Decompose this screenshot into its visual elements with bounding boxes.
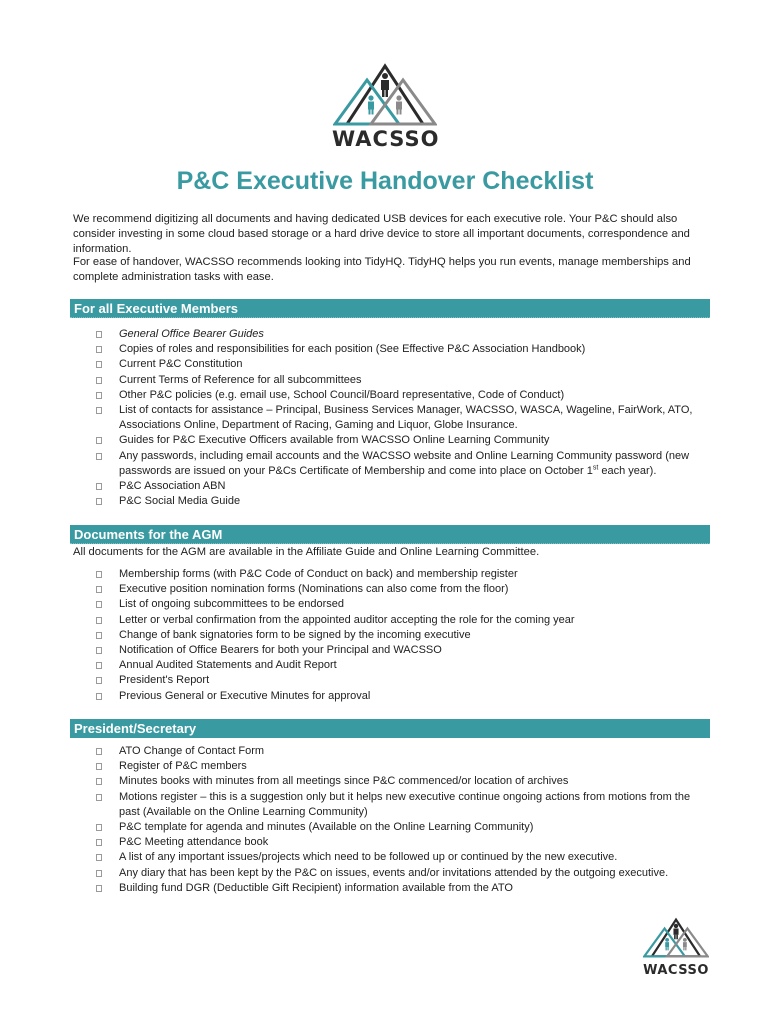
list-item: Previous General or Executive Minutes for approval	[96, 689, 696, 704]
section-note-agm: All documents for the AGM are available in the Affiliate Guide and Online Learning Committee.	[73, 546, 540, 558]
page-title: P&C Executive Handover Checklist	[176, 167, 594, 195]
list-item: Change of bank signatories form to be signed by the incoming executive	[96, 628, 696, 643]
superscript: st	[592, 464, 599, 472]
wacsso-footer-logo-mark	[643, 917, 709, 959]
checklist-agm	[96, 567, 696, 704]
checkbox[interactable]	[96, 483, 102, 490]
checkbox[interactable]	[96, 498, 102, 505]
section-heading-president-secretary: President/Secretary	[70, 719, 710, 738]
checkbox[interactable]	[96, 839, 102, 846]
checkbox[interactable]	[96, 763, 102, 770]
list-item: P&C template for agenda and minutes (Available on the Online Learning Community)	[96, 820, 696, 835]
checkbox[interactable]	[96, 854, 102, 861]
list-item: P&C Social Media Guide	[96, 494, 696, 509]
list-item: Guides for P&C Executive Officers available from WACSSO Online Learning Community	[96, 433, 696, 448]
list-item: Motions register – this is a suggestion only but it helps new executive continue ongoing actions from motions from the past (Available on the Online Learning Community)	[96, 790, 696, 820]
section-heading-executive-members: For all Executive Members	[70, 299, 710, 318]
list-item: Executive position nomination forms (Nominations can also come from the floor)	[96, 582, 696, 597]
checkbox[interactable]	[96, 407, 102, 414]
list-item: Notification of Office Bearers for both your Principal and WACSSO	[96, 643, 696, 658]
checklist-executive-members	[96, 327, 696, 509]
checkbox[interactable]	[96, 392, 102, 399]
checkbox[interactable]	[96, 377, 102, 384]
checkbox[interactable]	[96, 453, 102, 460]
checkbox[interactable]	[96, 693, 102, 700]
checkbox[interactable]	[96, 794, 102, 801]
intro-paragraph-1: We recommend digitizing all documents and having dedicated USB devices for each executive role. Your P&C should also consider investing in some cloud based storage or a hard drive device to store all important documents, correspondence and information.	[73, 213, 690, 255]
list-item: Letter or verbal confirmation from the appointed auditor accepting the role for the coming year	[96, 613, 696, 628]
list-item: General Office Bearer Guides	[96, 327, 696, 342]
checkbox[interactable]	[96, 778, 102, 785]
checkbox[interactable]	[96, 601, 102, 608]
checkbox[interactable]	[96, 677, 102, 684]
list-item: Register of P&C members	[96, 759, 696, 774]
checkbox[interactable]	[96, 748, 102, 755]
checkbox[interactable]	[96, 617, 102, 624]
list-item: A list of any important issues/projects which need to be followed up or continued by the new executive.	[96, 850, 696, 865]
footer-logo-text: WACSSO	[643, 963, 709, 978]
list-item: Annual Audited Statements and Audit Report	[96, 658, 696, 673]
checkbox[interactable]	[96, 571, 102, 578]
list-item: List of ongoing subcommittees to be endorsed	[96, 597, 696, 612]
intro-paragraph-2: For ease of handover, WACSSO recommends looking into TidyHQ. TidyHQ helps you run events, manage memberships and complete administration tasks with ease.	[73, 256, 691, 283]
logo-text: WACSSO	[332, 127, 440, 151]
checkbox[interactable]	[96, 824, 102, 831]
wacsso-footer-logo	[642, 917, 710, 978]
list-item: P&C Association ABN	[96, 479, 696, 494]
list-item: ATO Change of Contact Form	[96, 744, 696, 759]
checklist-president-secretary	[96, 744, 696, 896]
list-item: President's Report	[96, 673, 696, 688]
wacsso-logo-mark	[333, 62, 437, 128]
wacsso-logo	[332, 62, 438, 150]
checkbox[interactable]	[96, 331, 102, 338]
section-heading-agm: Documents for the AGM	[70, 525, 710, 544]
list-item: Copies of roles and responsibilities for each position (See Effective P&C Association Handbook)	[96, 342, 696, 357]
list-item: Current Terms of Reference for all subcommittees	[96, 373, 696, 388]
list-item: Any diary that has been kept by the P&C on issues, events and/or invitations attended by the outgoing executive.	[96, 866, 696, 881]
list-item: Minutes books with minutes from all meetings since P&C commenced/or location of archives	[96, 774, 696, 789]
list-item: List of contacts for assistance – Principal, Business Services Manager, WACSSO, WASCA, Wageline, FairWork, ATO, Associations Online, Department of Racing, Gaming and Liquor, Globe Insurance.	[96, 403, 696, 433]
list-item: P&C Meeting attendance book	[96, 835, 696, 850]
checkbox[interactable]	[96, 885, 102, 892]
checkbox[interactable]	[96, 870, 102, 877]
checkbox[interactable]	[96, 361, 102, 368]
list-item: Other P&C policies (e.g. email use, School Council/Board representative, Code of Conduct)	[96, 388, 696, 403]
list-item: Membership forms (with P&C Code of Conduct on back) and membership register	[96, 567, 696, 582]
checkbox[interactable]	[96, 647, 102, 654]
checkbox[interactable]	[96, 346, 102, 353]
checkbox[interactable]	[96, 632, 102, 639]
list-item: Current P&C Constitution	[96, 357, 696, 372]
checkbox[interactable]	[96, 586, 102, 593]
list-item: Building fund DGR (Deductible Gift Recipient) information available from the ATO	[96, 881, 696, 896]
checkbox[interactable]	[96, 662, 102, 669]
list-item: Any passwords, including email accounts and the WACSSO website and Online Learning Community password (new passwords are issued on your P&Cs Certificate of Membership and come into place on October 1st each year).	[96, 449, 696, 479]
checkbox[interactable]	[96, 437, 102, 444]
